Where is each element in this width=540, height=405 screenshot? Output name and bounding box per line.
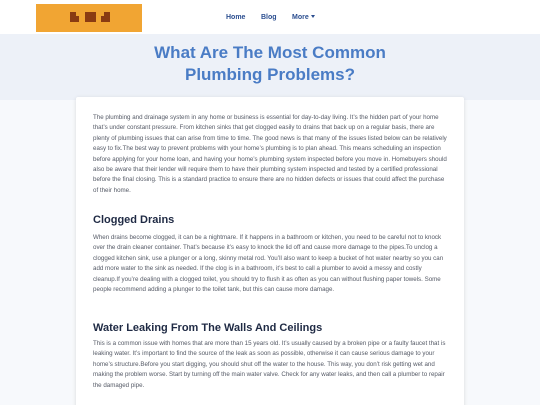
top-navigation-bar	[0, 0, 540, 34]
nav-link-home[interactable]: Home	[226, 14, 246, 21]
article-card	[76, 97, 464, 405]
nav-more-label: More	[292, 14, 309, 21]
section-heading-water-leaking: Water Leaking From The Walls And Ceilings	[93, 322, 323, 334]
nav-dropdown-more[interactable]	[292, 14, 315, 21]
intro-paragraph: The plumbing and drainage system in any home or business is essential for day-to-day living. It’s the hidden part of your home that’s under constant pressure. From kitchen sinks that get clogged easily to drains that back up on a regular basis, there are plenty of plumbing issues that can arise from time to time. The good news is that many of the issues listed below can be relatively easy to fix.The best way to prevent problems with your home’s plumbing is to plan ahead. This means scheduling an inspection before applying for your home loan, and having your home’s plumbing system inspected before you move in. Homebuyers should also be aware that their lender will require them to have their plumbing system inspected and tested by a certified professional before the final closing. This is a standard practice to ensure there are no hidden defects or issues that could affect the purchase of their home.	[93, 114, 447, 194]
section-body-water-leaking: This is a common issue with homes that are more than 15 years old. It’s usually caused by a broken pipe or a faulty faucet that is leaking water. It’s important to find the source of the leak as soon as possible, otherwise it can cause serious damage to your home’s structure.Before you start digging, you should shut off the water to the house. This way, you don’t risk getting wet and making the problem worse. Start by turning off the main water valve. Check for any water leaks, and then call a plumber to repair the damaged pipe.	[93, 340, 446, 389]
nav-link-blog[interactable]: Blog	[261, 14, 277, 21]
site-logo[interactable]	[36, 4, 142, 32]
logo-mark-center-icon	[85, 12, 96, 22]
section-heading-clogged-drains: Clogged Drains	[93, 214, 175, 226]
page-title: What Are The Most Common Plumbing Problems?	[154, 43, 386, 84]
section-body-clogged-drains: When drains become clogged, it can be a nightmare. If it happens in a bathroom or kitchen, you need to be careful not to knock over the drain cleaner container. That’s because it’s easy to knock the lid off and cause more damage to the pipes.To unclog a clogged kitchen sink, use a plunger or a long, skinny metal rod. You’ll also want to keep a bucket of hot water nearby so you can add more water to the sink as needed. If the clog is in a bathroom, it’s best to call a plumber to avoid a messy and costly cleanup.If you’re dealing with a clogged toilet, you should try to flush it as often as you can without flushing paper towels. Some people recommend adding a plunger to the toilet tank, but this can cause more damage.	[93, 234, 444, 294]
logo-mark-left-icon	[70, 12, 79, 22]
chevron-down-icon	[311, 15, 315, 18]
logo-mark-right-icon	[101, 12, 110, 22]
